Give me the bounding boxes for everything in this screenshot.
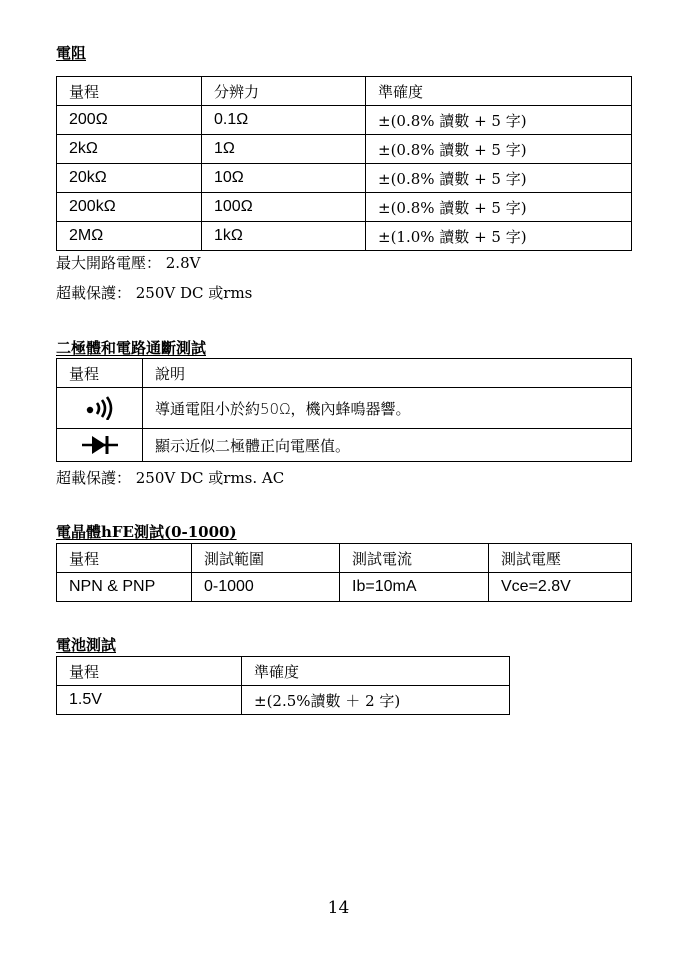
buzzer-description: 導通電阻小於約50Ω，機內蜂鳴器響。 [143,388,632,429]
hfe-table [56,543,632,602]
table-header-row [57,657,510,686]
table-row [57,222,632,251]
battery-table [56,656,510,715]
header-test-voltage: 測試電壓 [489,544,632,573]
buzzer-cell [57,388,143,429]
range-cell: 1.5V [57,686,242,715]
range-cell: 200kΩ [57,193,202,222]
header-test-range: 測試範圍 [192,544,340,573]
accuracy-cell: ±(0.8% 讀數 + 5 字) [366,135,632,164]
table-row [57,135,632,164]
table-row [57,388,632,429]
diode-description: 顯示近似二極體正向電壓值。 [143,429,632,462]
diode-cell [57,429,143,462]
resistance-table [56,76,632,251]
table-row [57,164,632,193]
table-row [57,106,632,135]
hfe-title: 電晶體hFE測試(0-1000) [56,523,237,541]
accuracy-cell: ±(2.5%讀數 ＋ 2 字) [242,686,510,715]
table-row [57,429,632,462]
buzzer-icon [83,396,117,420]
max-open-voltage-note: 最大開路電壓： 2.8V [56,254,201,272]
table-header-row [57,544,632,573]
resolution-cell: 10Ω [202,164,366,193]
range-cell: 20kΩ [57,164,202,193]
diode-table [56,358,632,462]
range-cell: 200Ω [57,106,202,135]
table-row [57,573,632,602]
accuracy-cell: ±(0.8% 讀數 + 5 字) [366,193,632,222]
test-voltage-cell: Vce=2.8V [489,573,632,602]
battery-title: 電池測試 [56,636,117,654]
header-resolution: 分辨力 [202,77,366,106]
accuracy-cell: ±(1.0% 讀數 + 5 字) [366,222,632,251]
resolution-cell: 1kΩ [202,222,366,251]
test-current-cell: Ib=10mA [340,573,489,602]
test-range-cell: 0-1000 [192,573,340,602]
overload-protection-note: 超載保護： 250V DC 或rms [56,284,253,302]
header-description: 說明 [143,359,632,388]
table-header-row [57,359,632,388]
page-number: 14 [327,898,350,918]
range-cell: NPN & PNP [57,573,192,602]
resolution-cell: 0.1Ω [202,106,366,135]
header-range: 量程 [57,77,202,106]
accuracy-cell: ±(0.8% 讀數 + 5 字) [366,106,632,135]
header-range: 量程 [57,359,143,388]
range-cell: 2MΩ [57,222,202,251]
diode-icon [80,434,120,456]
resolution-cell: 100Ω [202,193,366,222]
table-row [57,193,632,222]
header-range: 量程 [57,544,192,573]
diode-overload-note: 超載保護： 250V DC 或rms. AC [56,469,285,487]
accuracy-cell: ±(0.8% 讀數 + 5 字) [366,164,632,193]
resistance-title: 電阻 [56,44,87,62]
resolution-cell: 1Ω [202,135,366,164]
diode-title: 二極體和電路通斷測試 [56,339,207,357]
table-row [57,686,510,715]
header-test-current: 測試電流 [340,544,489,573]
range-cell: 2kΩ [57,135,202,164]
header-accuracy: 準確度 [366,77,632,106]
header-accuracy: 準確度 [242,657,510,686]
table-header-row [57,77,632,106]
header-range: 量程 [57,657,242,686]
